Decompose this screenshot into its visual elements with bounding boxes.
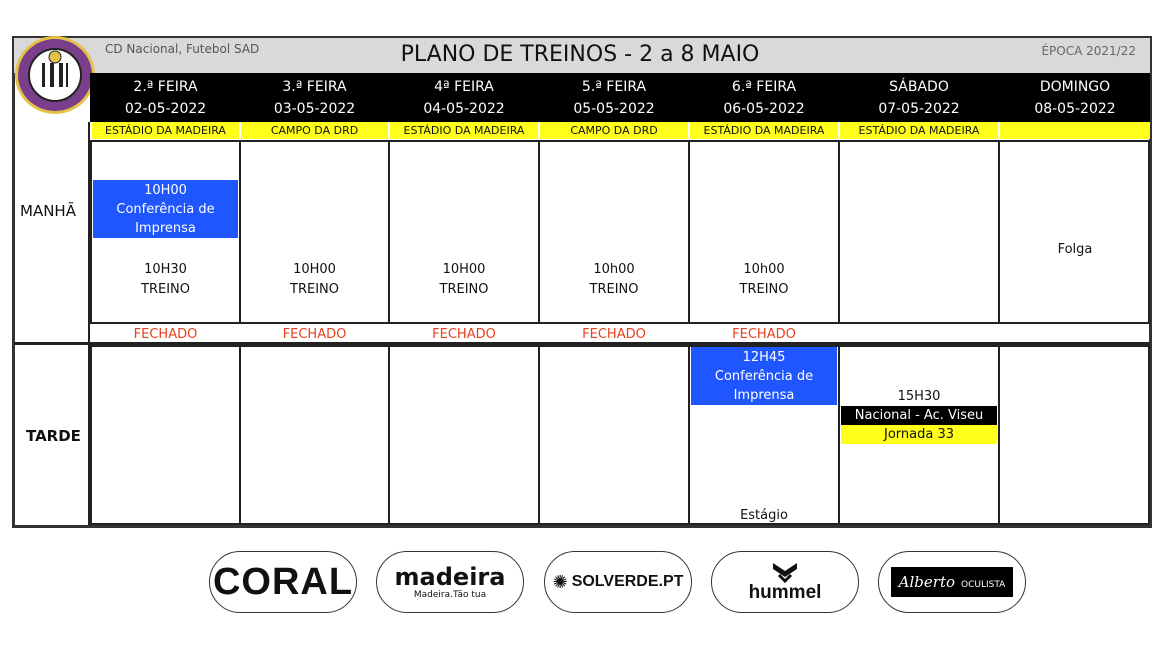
venue-sunday (1000, 122, 1150, 139)
sponsor-solverde-logo: ✺ SOLVERDE.PT (544, 551, 692, 613)
day-header-monday: 2.ª FEIRA 02-05-2022 (124, 79, 207, 117)
sponsor-madeira-logo: madeira Madeira.Tão tua (376, 551, 524, 613)
training-wednesday: 10H00 TREINO (439, 262, 489, 297)
training-friday: 10h00 TREINO (739, 262, 789, 297)
row-label-afternoon: TARDE (26, 427, 81, 445)
closed-monday: FECHADO (133, 327, 198, 342)
day-header-sunday: DOMINGO 08-05-2022 (1034, 79, 1116, 117)
club-crest-logo (15, 36, 95, 114)
closed-wednesday: FECHADO (432, 327, 496, 342)
venue-saturday: ESTÁDIO DA MADEIRA (840, 122, 998, 139)
venue-wednesday: ESTÁDIO DA MADEIRA (390, 122, 538, 139)
row-label-column (14, 122, 90, 525)
day-header-tuesday: 3.ª FEIRA 03-05-2022 (273, 79, 356, 117)
cell-monday-afternoon (90, 345, 241, 525)
cell-sunday-morning (998, 140, 1150, 324)
cell-sunday-afternoon (998, 345, 1150, 525)
sponsor-hummel-logo: hummel (711, 551, 859, 613)
match-time: 15H30 (897, 389, 941, 404)
venue-thursday: CAMPO DA DRD (540, 122, 688, 139)
day-header-thursday: 5.ª FEIRA 05-05-2022 (573, 79, 655, 117)
training-thursday: 10h00 TREINO (589, 262, 639, 297)
club-name: CD Nacional, Futebol SAD (105, 42, 260, 56)
friday-stage: Estágio (740, 508, 788, 523)
page-title: PLANO DE TREINOS - 2 a 8 MAIO (400, 42, 760, 67)
venue-friday: ESTÁDIO DA MADEIRA (690, 122, 838, 139)
cell-tuesday-afternoon (239, 345, 390, 525)
cell-thursday-afternoon (538, 345, 690, 525)
day-header-friday: 6.ª FEIRA 06-05-2022 (723, 79, 805, 117)
match-round: Jornada 33 (841, 425, 997, 444)
cell-saturday-morning (838, 140, 1000, 324)
row-label-morning: MANHÃ (20, 202, 76, 220)
training-monday: 10H30 TREINO (141, 262, 190, 297)
closed-friday: FECHADO (732, 327, 796, 342)
season-label: ÉPOCA 2021/22 (1041, 44, 1136, 58)
venue-tuesday: CAMPO DA DRD (241, 122, 388, 139)
sponsor-coral-logo: CORAL (209, 551, 357, 613)
closed-tuesday: FECHADO (282, 327, 347, 342)
match-fixture: Nacional - Ac. Viseu (841, 406, 997, 425)
training-tuesday: 10H00 TREINO (290, 262, 339, 297)
friday-press-conference: 12H45 Conferência de Imprensa (691, 347, 837, 405)
cell-wednesday-afternoon (388, 345, 540, 525)
day-header-wednesday: 4ª FEIRA 04-05-2022 (423, 79, 505, 117)
sunday-day-off: Folga (1057, 242, 1093, 257)
sun-icon: ✺ (552, 571, 568, 593)
venue-monday: ESTÁDIO DA MADEIRA (92, 122, 239, 139)
day-header-saturday: SÁBADO 07-05-2022 (878, 79, 960, 117)
monday-press-conference: 10H00 Conferência de Imprensa (93, 180, 238, 238)
closed-thursday: FECHADO (582, 327, 646, 342)
sponsor-alberto-oculista-logo: Alberto OCULISTA (878, 551, 1026, 613)
bee-icon (770, 561, 800, 583)
